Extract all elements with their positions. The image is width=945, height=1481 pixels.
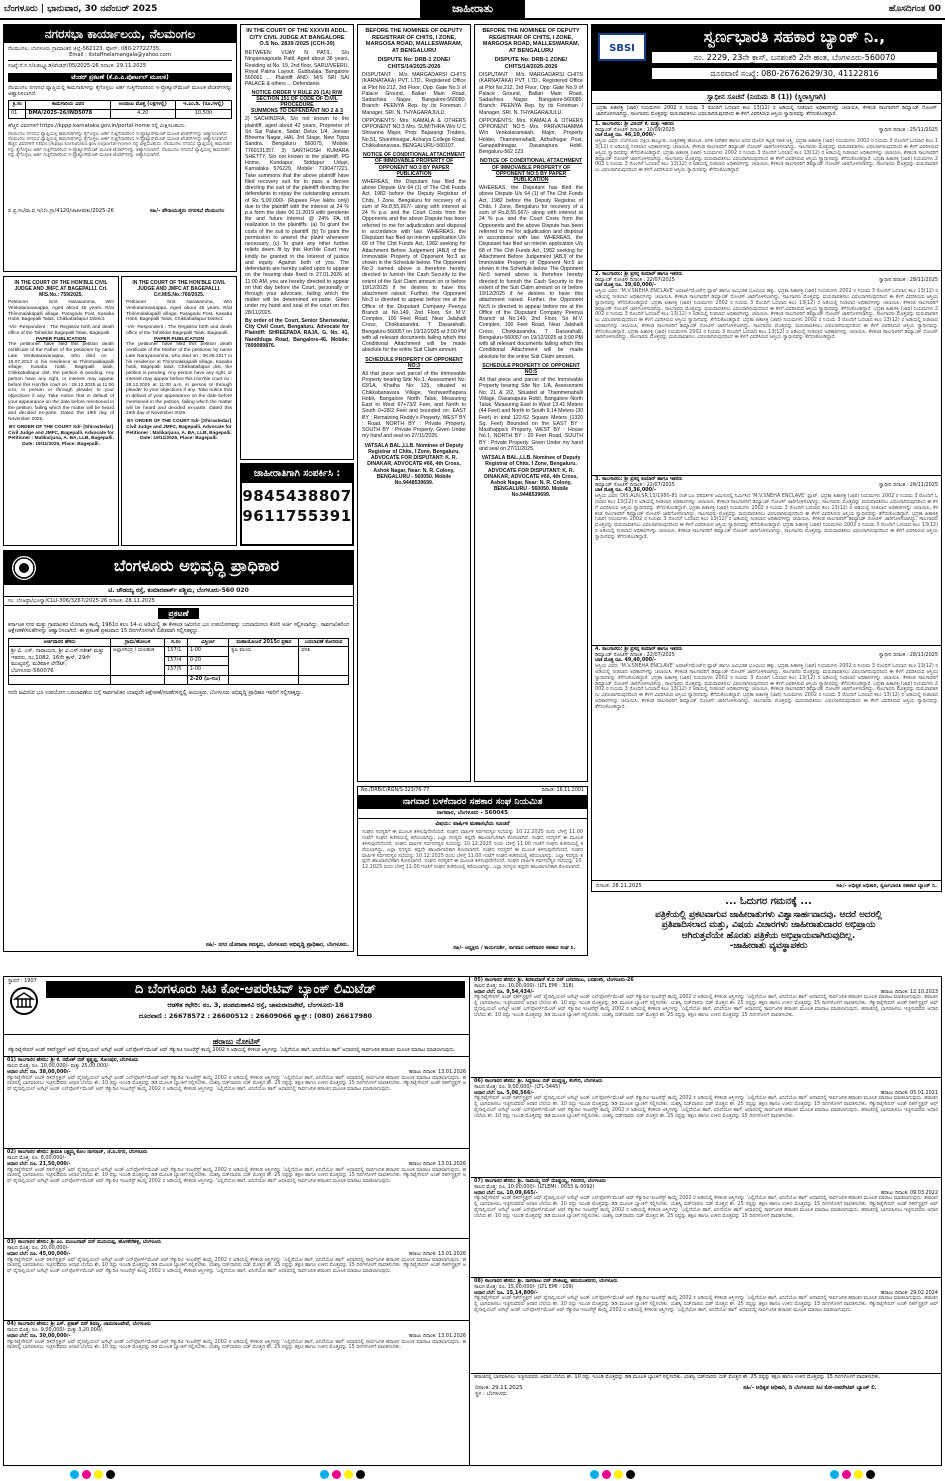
ad-phone-2: 9611755391: [242, 506, 352, 525]
citybank-loan: ಸಾಲದ ಮೊತ್ತ: ರೂ. 10,00,000/- ಮತ್ತು 25,00,000/-: [7, 1063, 110, 1069]
possession-date: ಸ್ವಾಧೀನ ದಿನಾಂಕ : 28/11/2025: [879, 481, 938, 488]
survey-number: 157/1: [165, 647, 188, 657]
dispute-notice-title: NOTICE OF CONDITIONAL ATTACHMENT OF IMMOVABLE PROPERTY OF OPPONENT NO:5 BY PAPER PUBLICATION: [479, 158, 583, 183]
nelamangala-ref: ಸಂಖ್ಯೆ:ನೆ.ನ.ಸ/ಪಿಡಬ್ಲ್ಯೂಡಿ/ಟೆಂಡರ್/05/2025-26 ದಿನಾಂಕ: 29.11.2025: [8, 63, 147, 70]
citybank-entry-head: 08) ಸಾಲಗಾರರ ಹೆಸರು: ಶ್ರೀ. ನಾಗರಾಜು ಬಿನ್ ವೆಂಕಟಪ್ಪ, ಹನುಮಂತನಗರ, ಬೆಂಗಳೂರು: [474, 1278, 618, 1284]
citybank-auction-date: ಹರಾಜು ದಿನಾಂಕ: 13.01.2026: [408, 1160, 466, 1167]
table-header: ಮಹಾಯೋಜನೆ 2015ರ ಪ್ರಕಾರ: [229, 638, 299, 647]
table-cell: 01: [9, 109, 26, 118]
citybank-loan: ಸಾಲದ ಮೊತ್ತ: ರೂ. 10,00,000/- (LTL EMI : 318): [474, 982, 574, 989]
swarna-entry-desc: ಆಸ್ತಿಯ ವಿವರ: ಬೆಂಗಳೂರು ದಕ್ಷಿಣ ತಾಲ್ಲೂಕು, ಉತ್ತರಹಳ್ಳಿ ಹೋಬಳಿ, ವಸತಿ ನಿವೇಶನ ಹಾಗೂ ಅದರ ಮೇಲಿನ ಕಟ್ಟಡ ಸಹಿತ ಆಸ್ತಿ. ಭದ್ರತಾ ಹಿತಾಸಕ್ತಿ (ಜಾರಿ) ನಿಯಮಗಳು 2002 ರ ನಿಯಮ 3 ರೊಂದಿಗೆ ಓದಲಾದ ಕಲಂ 13(12) ರ ಅಡಿಯಲ್ಲಿ ನೀಡಲಾದ ಅಧಿಕಾರಗಳನ್ನು ಚಲಾಯಿಸಿ, ಕೆಳಕಂಡ ಸಾಲಗಾರರಿಗೆ ಡಿಮ್ಯಾಂಡ್ ನೋಟಿಸ್ ಜಾರಿಗೊಳಿಸಲಾಗಿದ್ದು, ಸಾಲಗಾರರು ಮೊತ್ತವನ್ನು ಮರುಪಾವತಿಸಲು ವಿಫಲರಾಗಿರುವುದರಿಂದ ಈ ಕೆಳಗೆ ವಿವರಿಸಿರುವ ಆಸ್ತಿಯ ಸ್ವಾಧೀನವನ್ನು ತೆಗೆದುಕೊಂಡಿದ್ದಾರೆ. ಭದ್ರತಾ ಹಿತಾಸಕ್ತಿ (ಜಾರಿ) ನಿಯಮಗಳು 2002 ರ ನಿಯಮ 3 ರೊಂದಿಗೆ ಓದಲಾದ ಕಲಂ 13(12) ರ ಅಡಿಯಲ್ಲಿ ನೀಡಲಾದ ಅಧಿಕಾರಗಳನ್ನು ಚಲಾಯಿಸಿ, ಕೆಳಕಂಡ ಸಾಲಗಾರರಿಗೆ ಡಿಮ್ಯಾಂಡ್ ನೋಟಿಸ್ ಜಾರಿಗೊಳಿಸಲಾಗಿದ್ದು, ಸಾಲಗಾರರು ಮೊತ್ತವನ್ನು ಮರುಪಾವತಿಸಲು ವಿಫಲರಾಗಿರುವುದರಿಂದ ಈ ಕೆಳಗೆ ವಿವರಿಸಿರುವ ಆಸ್ತಿಯ ಸ್ವಾಧೀನವನ್ನು ತೆಗೆದುಕೊಂಡಿದ್ದಾರೆ. ಭದ್ರತಾ ಹಿತಾಸಕ್ತಿ (ಜಾರಿ) ನಿಯಮಗಳು 2002 ರ ನಿಯಮ 3 ರೊಂದಿಗೆ ಓದಲಾದ ಕಲಂ 13(12) ರ ಅಡಿಯಲ್ಲಿ ನೀಡಲಾದ ಅಧಿಕಾರಗಳನ್ನು ಚಲಾಯಿಸಿ, ಕೆಳಕಂಡ ಸಾಲಗಾರರಿಗೆ ಡಿಮ್ಯಾಂಡ್ ನೋಟಿಸ್ ಜಾರಿಗೊಳಿಸಲಾಗಿದ್ದು, ಸಾಲಗಾರರು ಮೊತ್ತವನ್ನು ಮರುಪಾವತಿಸಲು ವಿಫಲರಾಗಿರುವುದರಿಂದ ಈ ಕೆಳಗೆ ವಿವರಿಸಿರುವ ಆಸ್ತಿಯ ಸ್ವಾಧೀನವನ್ನು ತೆಗೆದುಕೊಂಡಿದ್ದಾರೆ.: [595, 138, 938, 174]
court-summons-to: SUMMONS TO DEFENDANT NO 2 & 3: [250, 108, 344, 115]
section-title: ಜಾಹೀರಾತು: [420, 0, 525, 18]
dispute-schedule-title: SCHEDULE PROPERTY OF OPPONENT NO:5: [482, 362, 580, 375]
dispute-sign: VATSALA BAL.,LLB. Nominee of Deputy Registrar of Chits, I Zone, Bengaluru. ADVOCATE FOR DISPUTANT: K. R. DINAKAR, ADVOCATE #66, 4th Cross, Ashok Nagar, Near: N. R. Colony, BENGALURU - 560050. Mobile No.9448539699.: [364, 442, 464, 486]
swarna-footer-date: ದಿನಾಂಕ: 28.11.2025: [596, 882, 642, 889]
outstanding-amount: ಬಾಕಿ ಮೊತ್ತ ರೂ. 39,60,000/-: [595, 282, 656, 289]
table-row: [9, 109, 232, 118]
registration-dot: [614, 1470, 623, 1479]
registration-dot: [106, 1470, 115, 1479]
bda-body: ಕರ್ನಾಟಕ ನಗರ ಮತ್ತು ಗ್ರಾಮಾಂತರ ಯೋಜನಾ ಕಾಯ್ದೆ 1961ರ ಕಲಂ 14-ಎ ಅಡಿಯಲ್ಲಿ ಈ ಕೆಳಕಂಡ ಜಮೀನಿನ ಭೂ ಉಪಯೋಗವನ್ನು ಬದಲಾಯಿಸಲು ಕೋರಿ ಅರ್ಜಿ ಸಲ್ಲಿಸಲಾಗಿದ್ದು, ಸಾರ್ವಜನಿಕರಿಂದ ಆಕ್ಷೇಪಣೆ/ಸಲಹೆಗಳನ್ನು ಆಹ್ವಾನಿಸಲಾಗಿದೆ. ಈ ಪ್ರಕಟಣೆ ಪ್ರಕಟವಾದ 15 ದಿನಗಳೊಳಗಾಗಿ ಲಿಖಿತವಾಗಿ ಸಲ್ಲಿಸತಕ್ಕದ್ದು.: [8, 622, 349, 635]
citybank-entry: [4, 1320, 469, 1400]
registration-dot: [854, 1470, 863, 1479]
registration-dot: [602, 1470, 611, 1479]
nelamangala-tender-ad: [3, 24, 237, 272]
court-parties: BETWEEN: VIJAY N PATIL, S/o Ningannagouda Patil, Aged about 36 years, Residing at No. 19, 2nd floor, SARU/VEERU, Royal Palms Layout, Gubbalala, Bangalore 560061 ... Plaintiff AND: M/S SRI SAI PALACE & others ... Defendants: [245, 50, 349, 88]
citybank-logo-icon: [10, 987, 38, 1015]
citybank-entry-desc: ಸೆಕ್ಯುರಿಟೈಸೇಷನ್ ಅಂಡ್ ರಿಕನ್‌ಸ್ಟ್ರಕ್ಷನ್ ಆಫ್ ಫೈನಾನ್ಷಿಯಲ್ ಅಸೆಟ್ಸ್ ಅಂಡ್ ಎನ್‌ಫೋರ್ಸ್‌ಮೆಂಟ್ ಆಫ್ ಸೆಕ್ಯುರಿಟಿ ಇಂಟರೆಸ್ಟ್ ಕಾಯ್ದೆ 2002 ರ ಅಡಿಯಲ್ಲಿ ಕೆಳಕಂಡ ಆಸ್ತಿಗಳನ್ನು 'ಎಲ್ಲಿದೆಯೋ ಹಾಗೆ, ಏನಿದೆಯೋ ಹಾಗೆ' ಆಧಾರದಲ್ಲಿ ಸಾರ್ವಜನಿಕ ಹರಾಜಿನ ಮೂಲಕ ಮಾರಾಟ ಮಾಡಲಾಗುವುದು. ಹರಾಜಿನಲ್ಲಿ ಭಾಗವಹಿಸಲು ಇಚ್ಛಿಸುವವರು ಆಧಾರ ಬೆಲೆಯ ಶೇ. 10 ರಷ್ಟು ಇಎಂಡಿ ಮೊತ್ತವನ್ನು ಡಿಡಿ ಮೂಲಕ ಬ್ಯಾಂಕಿಗೆ ಸಲ್ಲಿಸಬೇಕು. ಯಶಸ್ವಿ ಬಿಡ್‌ದಾರರು ಬಿಡ್ ಮೊತ್ತದ ಶೇ. 25 ರಷ್ಟನ್ನು ತಕ್ಷಣ ಹಾಗೂ ಉಳಿದ ಮೊತ್ತವನ್ನು 15 ದಿನಗಳೊಳಗೆ ಪಾವತಿಸಬೇಕು.: [7, 1338, 466, 1351]
citybank-loan: ಸಾಲದ ಮೊತ್ತ: ರೂ. 9,00,000/- (LTL-3445): [474, 1083, 561, 1090]
table-cell: 10,500: [175, 109, 231, 118]
court-petitioner: Petitioner : Smt. Narasamma, W/o Venkataravanappa, Aged about 45 years, R/at Thimmalakapalli village, Paragodu Post, Kasaba Hobli, Bagepalli Taluk, Chikkaballapur District.: [126, 300, 232, 323]
sbsi-logo: SBSI: [598, 33, 646, 61]
dispute-schedule-title: SCHEDULE PROPERTY OF OPPONENT NO:3: [365, 356, 463, 369]
nagavara-society-notice: [357, 786, 588, 956]
reader-note: [598, 896, 939, 968]
court-order: NOTICE ORDER V RULE 20 (1A) R/W SECTION 151 OF CODE OF CIVIL PROCEDURE: [251, 89, 343, 108]
swarna-footer-sign: ಸಹಿ/- ಅಧಿಕೃತ ಅಧಿಕಾರಿ, ಸ್ವರ್ಣಭಾರತಿ ಸಹಕಾರ ಬ್ಯಾಂಕ್ ನಿ.: [836, 882, 937, 889]
citybank-estd: ಸ್ಥಾಪನೆ : 1907: [8, 978, 37, 984]
court-sign: By order of the Court, Senior Sheristedar, City Civil Court, Bengaluru. Advocate for Plaintiff: SHREEPADA RAJA. G, No. 41, Nandiduga Road, Bangalore-46, Mobile: 7899089876.: [245, 317, 349, 349]
citybank-entry-head: 02) ಸಾಲಗಾರರ ಹೆಸರು: ಶ್ರೀಮತಿ ಲಕ್ಷ್ಮಮ್ಮ ಕೋಂ ನಾಗರಾಜ್, ಜೆ.ಪಿ.ನಗರ, ಬೆಂಗಳೂರು: [7, 1149, 148, 1156]
table-header: ಸ.ನಂ: [165, 638, 188, 647]
citybank-terms: ಹರಾಜಿನಲ್ಲಿ ಭಾಗವಹಿಸಲು ಇಚ್ಛಿಸುವವರು ಆಧಾರ ಬೆಲೆಯ ಶೇ. 10 ರಷ್ಟು ಇಎಂಡಿ ಮೊತ್ತವನ್ನು ಡಿಡಿ ಮೂಲಕ ಬ್ಯಾಂಕಿಗೆ ಸಲ್ಲಿಸಬೇಕು. ಯಶಸ್ವಿ ಬಿಡ್‌ದಾರರು ಬಿಡ್ ಮೊತ್ತದ ಶೇ. 25 ರಷ್ಟನ್ನು ತಕ್ಷಣ ಹಾಗೂ ಉಳಿದ ಮೊತ್ತವನ್ನು 15 ದಿನಗಳೊಳಗೆ ಪಾವತಿಸಬೇಕು.: [471, 1373, 941, 1383]
reader-note-title: ... ಓದುಗರ ಗಮನಕ್ಕೆ ...: [725, 896, 812, 907]
bagepalli-court-notice-759: [3, 276, 119, 546]
table-cell: 4.20: [110, 109, 175, 118]
citybank-reserve: ಆಧಾರ ಬೆಲೆ: ರೂ. 15,14,800/-: [474, 1289, 538, 1296]
outstanding-amount: ಬಾಕಿ ಮೊತ್ತ ರೂ. 46,10,000/-: [595, 132, 656, 139]
court-sub: PAPER PUBLICATION: [154, 336, 204, 342]
bda-village: ಅಲ್ಲಾಳಸಂದ್ರ / ಯಲಹಂಕ: [111, 647, 165, 676]
table-header: ಬದಲಾವಣೆ ಕೋರಿರುವ: [299, 638, 349, 647]
city-civil-court-notice: [240, 24, 354, 460]
registration-dots: [590, 1470, 638, 1481]
citybank-loan: ಸಾಲದ ಮೊತ್ತ: ರೂ. 8,00,000/-: [7, 1155, 66, 1161]
dispute-opponents: OPPONENTS: Mrs. KAMALA & OTHERS OPPONENT NO:5 Mrs. PARVATHAMMA W/o Venkataramaiah, Major, Property Holder, Thammenahalli, Adhuthugar Post, Ganapathinagar, Dasanapura Hobli, Bengaluru-562 123.: [479, 117, 583, 156]
nelamangala-address: ನೆಲಮಂಗಲ, ಬೆಂಗಳೂರು ಗ್ರಾಮಾಂತರ ಜಿಲ್ಲೆ-562123, ಫೋನ್: 080-27722735,: [8, 46, 161, 53]
dispute-disputant: DISPUTANT : M/s. MARGADARSI CHITS (KARNATAKA) PVT. LTD., Registered Office at Plot No.212, 3rd Floor, Opp: Gate No.9 of Palace Ground, Ballari Main Road, Sadashiva Nagar, Bangalore-560080. Branch: PEENYA Rep. by its Foreman / Manager, SRI. N. THYAGARAJULU.: [479, 72, 583, 116]
nagavara-address: ನಾಗವಾರ, ಬೆಂಗಳೂರು - 560045: [436, 810, 509, 817]
citybank-left-panel: [4, 977, 470, 1466]
table-header: ಇ.ಎಂ.ಡಿ. (ರೂ.ಗಳಲ್ಲಿ): [175, 100, 231, 109]
citybank-reserve: ಆಧಾರ ಬೆಲೆ: ರೂ. 21,50,000/-: [7, 1160, 71, 1167]
ad-contact-title: ಜಾಹೀರಾತಿಗಾಗಿ ಸಂಪರ್ಕಿಸಿ :: [242, 465, 352, 483]
citybank-entry: [471, 1177, 941, 1277]
survey-total: 2-20 (ಎ-ಗುಂ): [187, 675, 229, 684]
court-heading: IN THE COURT OF THE HON'BLE CIVIL JUDGE AND JMFC AT BAGEPALLI. Crl.MIS.No.:760/2025.: [132, 280, 226, 298]
citybank-entry-head: 05) ಸಾಲಗಾರರ ಹೆಸರು: ಶ್ರೀ. ಶಿವಕುಮಾರ್ ಕೆ.ಬಿ ಬಿನ್ ಬಸವರಾಜು, ಬನಶಂಕರಿ, ಬೆಂಗಳೂರು-26: [474, 977, 634, 983]
citybank-loan: ಸಾಲದ ಮೊತ್ತ: ರೂ. 9,00,000/- ಮತ್ತು 3,20,000/-: [7, 1327, 104, 1333]
court-sign: BY ORDER OF THE COURT Sd/- [Shirastedar] Civil Judge and JMFC, Bagepalli. Advocate for Petitioner : Malikarjuna, A. BA, LLB, Bagepalli. Date: 19/11/2025, Place: Bagepalli.: [126, 419, 232, 442]
court-body: The petitioner have filed this petition death certificate of the Mother of the petitioner by name Late Narayanamma, who died on : 06.08.2017 in his residence at Thimmalakapalli village, Kasaba hobli, Bagepalli taluk, Chikkaballapur dist, the petition is pending. Any person have any right, or interest may appear before this Hon'ble court on : 28.12.2025 at 11:00 a.m, in person or through pleader to your objections if any. Take notice that in default of your appearance on the date before mentioned in the petition, failing which the matter will be heard and decided ex-parte. Dated this 19th day of November 2025.: [126, 342, 232, 417]
swarnabharathi-bank-possession-notice: [591, 24, 942, 892]
court-respondent: -VS- Respondent : The Registrar birth and death office of the Tahsildar Bagepalli Taluk, Bagepalli.: [8, 325, 114, 336]
registration-dots: [830, 1470, 878, 1481]
nagavara-ref: No./DRB/C/RGN/S-323/76-77: [361, 788, 430, 793]
citybank-footer: [471, 1383, 941, 1400]
nagavara-subject: ವಿಷಯ: ವಾರ್ಷಿಕ ಮಹಾಸಭೆಯ ಸೂಚನೆ: [358, 818, 587, 830]
nelamangala-portal: ಹೆಚ್ಚಿನ ವಿವರಗಳಿಗೆ https://kppp.karnataka.gov.in/portal-home ನಲ್ಲಿ ವೀಕ್ಷಿಸಬಹುದು.: [8, 122, 187, 129]
registration-dot: [94, 1470, 103, 1479]
nelamangala-email: Email : itstaffnelamangala@yahoo.com: [69, 52, 171, 59]
table-header: ಕಾಮಗಾರಿಯ ವಿವರ: [26, 100, 110, 109]
demand-date: ಡಿಮ್ಯಾಂಡ್ ನೋಟಿಸ್ ದಿನಾಂಕ : 22/07/2025: [595, 276, 675, 283]
bda-table: [8, 638, 349, 685]
citybank-entry: [471, 977, 941, 1077]
court-body: The petitioner have filed this petition death certificate of the Father of the petitioner by name Late Venkataravanappa, who died on : 15.07.2013 in his residence at Thimmalakapalli village, Kasaba hobli, Bagepalli taluk, Chikkaballapur dist, the petition is pending. Any person have any right, or interest may appear before this Hon'ble court on : 28.12.2025 at 11:00 a.m, in person or through pleader to your objections if any. Take notice that in default of your appearance on the date before mentioned in the petition, failing which the matter will be heard and decided ex-parte. Dated this 19th day of November 2025.: [8, 342, 114, 422]
court-sign: BY ORDER OF THE COURT Sd/- [Shirastedar] Civil Judge and JMFC, Bagepalli. Advocate for Petitioner : Malikarjuna, A. BA, LLB, Bagepalli. Date: 19/11/2025, Place: Bagepalli.: [8, 424, 114, 447]
zone-from: ಕೃಷಿ ವಲಯ: [229, 647, 299, 676]
swarna-entry-head: 2. ಸಾಲಗಾರರು: ಶ್ರೀ ಪ್ರಸನ್ನ ಕುಮಾರ್ ಹಾಗೂ ಇತರರು: [595, 270, 683, 277]
nelamangala-sign-left: ಪ.ಪ್ರ.ಸಂ/ವಾ.ವ.ಇ/ಬೆಂ.ಗ್ರಾ/4120/ಜಾಹೀರಾತು/2025-26: [8, 207, 114, 214]
outstanding-amount: ಬಾಕಿ ಮೊತ್ತ ರೂ. 43,36,000/-: [595, 487, 656, 494]
citybank-entry-desc: ಸೆಕ್ಯುರಿಟೈಸೇಷನ್ ಅಂಡ್ ರಿಕನ್‌ಸ್ಟ್ರಕ್ಷನ್ ಆಫ್ ಫೈನಾನ್ಷಿಯಲ್ ಅಸೆಟ್ಸ್ ಅಂಡ್ ಎನ್‌ಫೋರ್ಸ್‌ಮೆಂಟ್ ಆಫ್ ಸೆಕ್ಯುರಿಟಿ ಇಂಟರೆಸ್ಟ್ ಕಾಯ್ದೆ 2002 ರ ಅಡಿಯಲ್ಲಿ ಕೆಳಕಂಡ ಆಸ್ತಿಗಳನ್ನು 'ಎಲ್ಲಿದೆಯೋ ಹಾಗೆ, ಏನಿದೆಯೋ ಹಾಗೆ' ಆಧಾರದಲ್ಲಿ ಸಾರ್ವಜನಿಕ ಹರಾಜಿನ ಮೂಲಕ ಮಾರಾಟ ಮಾಡಲಾಗುವುದು. ಹರಾಜಿನಲ್ಲಿ ಭಾಗವಹಿಸಲು ಇಚ್ಛಿಸುವವರು ಆಧಾರ ಬೆಲೆಯ ಶೇ. 10 ರಷ್ಟು ಇಎಂಡಿ ಮೊತ್ತವನ್ನು ಡಿಡಿ ಮೂಲಕ ಬ್ಯಾಂಕಿಗೆ ಸಲ್ಲಿಸಬೇಕು. ಯಶಸ್ವಿ ಬಿಡ್‌ದಾರರು ಬಿಡ್ ಮೊತ್ತದ ಶೇ. 25 ರಷ್ಟನ್ನು ತಕ್ಷಣ ಹಾಗೂ ಉಳಿದ ಮೊತ್ತವನ್ನು 15 ದಿನಗಳೊಳಗೆ ಪಾವತಿಸಬೇಕು. ಸೆಕ್ಯುರಿಟೈಸೇಷನ್ ಅಂಡ್ ರಿಕನ್‌ಸ್ಟ್ರಕ್ಷನ್ ಆಫ್ ಫೈನಾನ್ಷಿಯಲ್ ಅಸೆಟ್ಸ್ ಅಂಡ್ ಎನ್‌ಫೋರ್ಸ್‌ಮೆಂಟ್ ಆಫ್ ಸೆಕ್ಯುರಿಟಿ ಇಂಟರೆಸ್ಟ್ ಕಾಯ್ದೆ 2002 ರ ಅಡಿಯಲ್ಲಿ ಕೆಳಕಂಡ ಆಸ್ತಿಗಳನ್ನು 'ಎಲ್ಲಿದೆಯೋ ಹಾಗೆ, ಏನಿದೆಯೋ ಹಾಗೆ' ಆಧಾರದಲ್ಲಿ ಸಾರ್ವಜನಿಕ ಹರಾಜಿನ ಮೂಲಕ ಮಾರಾಟ ಮಾಡಲಾಗುವುದು.: [7, 1166, 466, 1185]
survey-number: 157/5: [165, 666, 188, 676]
reader-note-line: ಪತ್ರಿಕೆಯಲ್ಲಿ ಪ್ರಕಟವಾಗುವ ಜಾಹೀರಾತುಗಳು ವಿಶ್ವಾಸಾರ್ಹವಾದವು. ಆದರೆ ಅದರಲ್ಲಿ: [655, 909, 882, 920]
demand-date: ಡಿಮ್ಯಾಂಡ್ ನೋಟಿಸ್ ದಿನಾಂಕ : 22/07/2025: [595, 481, 675, 488]
registration-dot: [590, 1470, 599, 1479]
citybank-auction-date: ಹರಾಜು ದಿನಾಂಕ: 13.01.2026: [408, 1068, 466, 1075]
citybank-auction-date: ಹರಾಜು ದಿನಾಂಕ: 13.01.2026: [408, 1250, 466, 1257]
citybank-address: ಆಡಳಿತ ಕಛೇರಿ: ನಂ. 3, ಪಂಪಮಹಾಕವಿ ರಸ್ತೆ, ಚಾಮರಾಜಪೇಟೆ, ಬೆಂಗಳೂರು-18: [167, 1001, 344, 1009]
citybank-entry-desc: ಸೆಕ್ಯುರಿಟೈಸೇಷನ್ ಅಂಡ್ ರಿಕನ್‌ಸ್ಟ್ರಕ್ಷನ್ ಆಫ್ ಫೈನಾನ್ಷಿಯಲ್ ಅಸೆಟ್ಸ್ ಅಂಡ್ ಎನ್‌ಫೋರ್ಸ್‌ಮೆಂಟ್ ಆಫ್ ಸೆಕ್ಯುರಿಟಿ ಇಂಟರೆಸ್ಟ್ ಕಾಯ್ದೆ 2002 ರ ಅಡಿಯಲ್ಲಿ ಕೆಳಕಂಡ ಆಸ್ತಿಗಳನ್ನು 'ಎಲ್ಲಿದೆಯೋ ಹಾಗೆ, ಏನಿದೆಯೋ ಹಾಗೆ' ಆಧಾರದಲ್ಲಿ ಸಾರ್ವಜನಿಕ ಹರಾಜಿನ ಮೂಲಕ ಮಾರಾಟ ಮಾಡಲಾಗುವುದು. ಹರಾಜಿನಲ್ಲಿ ಭಾಗವಹಿಸಲು ಇಚ್ಛಿಸುವವರು ಆಧಾರ ಬೆಲೆಯ ಶೇ. 10 ರಷ್ಟು ಇಎಂಡಿ ಮೊತ್ತವನ್ನು ಡಿಡಿ ಮೂಲಕ ಬ್ಯಾಂಕಿಗೆ ಸಲ್ಲಿಸಬೇಕು. ಯಶಸ್ವಿ ಬಿಡ್‌ದಾರರು ಬಿಡ್ ಮೊತ್ತದ ಶೇ. 25 ರಷ್ಟನ್ನು ತಕ್ಷಣ ಹಾಗೂ ಉಳಿದ ಮೊತ್ತವನ್ನು 15 ದಿನಗಳೊಳಗೆ ಪಾವತಿಸಬೇಕು. ಸೆಕ್ಯುರಿಟೈಸೇಷನ್ ಅಂಡ್ ರಿಕನ್‌ಸ್ಟ್ರಕ್ಷನ್ ಆಫ್ ಫೈನಾನ್ಷಿಯಲ್ ಅಸೆಟ್ಸ್ ಅಂಡ್ ಎನ್‌ಫೋರ್ಸ್‌ಮೆಂಟ್ ಆಫ್ ಸೆಕ್ಯುರಿಟಿ ಇಂಟರೆಸ್ಟ್ ಕಾಯ್ದೆ 2002 ರ ಅಡಿಯಲ್ಲಿ ಕೆಳಕಂಡ ಆಸ್ತಿಗಳನ್ನು 'ಎಲ್ಲಿದೆಯೋ ಹಾಗೆ, ಏನಿದೆಯೋ ಹಾಗೆ' ಆಧಾರದಲ್ಲಿ ಸಾರ್ವಜನಿಕ ಹರಾಜಿನ ಮೂಲಕ ಮಾರಾಟ ಮಾಡಲಾಗುವುದು.: [7, 1074, 466, 1093]
citybank-intro: ಸೆಕ್ಯುರಿಟೈಸೇಷನ್ ಅಂಡ್ ರಿಕನ್‌ಸ್ಟ್ರಕ್ಷನ್ ಆಫ್ ಫೈನಾನ್ಷಿಯಲ್ ಅಸೆಟ್ಸ್ ಅಂಡ್ ಎನ್‌ಫೋರ್ಸ್‌ಮೆಂಟ್ ಆಫ್ ಸೆಕ್ಯುರಿಟಿ ಇಂಟರೆಸ್ಟ್ ಕಾಯ್ದೆ 2002 ರ ಅಡಿಯಲ್ಲಿ ಕೆಳಕಂಡ ಆಸ್ತಿಗಳನ್ನು 'ಎಲ್ಲಿದೆಯೋ ಹಾಗೆ, ಏನಿದೆಯೋ ಹಾಗೆ' ಆಧಾರದಲ್ಲಿ ಸಾರ್ವಜನಿಕ ಹರಾಜಿನ ಮೂಲಕ ಮಾರಾಟ ಮಾಡಲಾಗುವುದು.: [8, 1047, 456, 1054]
citybank-entry: [4, 1056, 469, 1148]
citybank-entry: [4, 1148, 469, 1238]
demand-date: ಡಿಮ್ಯಾಂಡ್ ನೋಟಿಸ್ ದಿನಾಂಕ : 22/07/2025: [595, 651, 675, 658]
survey-area: 1-00: [187, 666, 229, 676]
citybank-date: ದಿನಾಂಕ: 29.11.2025: [475, 1384, 523, 1391]
citybank-auction-date: ಹರಾಜು ದಿನಾಂಕ: 05.01.2021: [880, 1089, 938, 1096]
survey-number: 157/4: [165, 656, 188, 666]
citybank-auction-date: ಹರಾಜು ದಿನಾಂಕ: 12.10.2023: [880, 988, 938, 995]
dispute-schedule: All that piece and parcel of the Immovable Property bearing Site No.1, Assessment No: 63/1A, Khatha No: 125, situated at Chikkabanavara Village, Yeshwanthapura Hobli, Bangalore North Taluk, Measuring East to West 67+73/2 Feet, and North to South 0+28/2 Feet and bounded on: EAST BY : Remaining Reddy's Property, WEST BY : Road, NORTH BY : Private Property, SOUTH BY : Private Property. Given Under my hand and seal on 27/11/2025.: [362, 371, 466, 440]
dispute-body: WHEREAS, the Disputant has filed the above Dispute U/s 64 (1) of The Chit Funds Act, 1982 before the Deputy Registrar of Chits, I Zone, Bengaluru for recovery of a sum of Rs.8,55,667/- along with interest at 24 % p.a. and the Court Costs from the Opponents and the above Dispute has been referred to me for adjudication and disposal in accordance with law. WHEREAS, the Disputant has filed an interim application U/s 68 of The Chit Funds Act, 1982 seeking for Attachment Before Judgement (ABJ) of the Immovable Property of Opponent No:5 as shown in the Schedule below. The Opponent No:5 named above is therefore hereby directed to furnish the Cash Security to the extent of the Suit Claim amount on or before 19/12/2025 if he desires to have this attachment raised. Further, the Opponent No:5 is directed to appear before me at the Office of the Disputant Company Peenya Branch at No.149, 2nd Floor, Sri M.V. Complex, 100 Feet Road, Near Jalahalli Cross, Chokkasandra, T Dasarahalli, Bengaluru-560057 on 19/12/2025 at 3:00 PM with all relevant documents failing which this Conditional Attachment will be made absolute for the entire Suit Claim amount.: [479, 185, 583, 360]
swarna-entry: [592, 120, 941, 270]
citybank-right-panel: [471, 977, 941, 1466]
swarna-header: [592, 25, 941, 91]
table-row: [9, 647, 349, 657]
registration-dot: [82, 1470, 91, 1479]
table-cell: DMA/2025-26/IND5078: [26, 109, 110, 118]
registration-dots: [320, 1470, 368, 1481]
swarna-notice-title: ಸ್ವಾಧೀನ ಸೂಚನೆ (ನಿಯಮ 8 (1)) (ಸ್ಥಿರಾಸ್ತಿಗಾಗಿ): [592, 91, 941, 104]
swarna-entry-desc: ಆಸ್ತಿಯ ವಿವರ: DIS.ALN.SR.13/1980-81 ರಂತೆ ಭೂ ಪರಿವರ್ತಿತ ಜಮೀನಿನಲ್ಲಿ ನಿರ್ಮಿಸಿದ 'M.V.SNEHA ENCLAVE' ಫ್ಲಾಟ್. ಭದ್ರತಾ ಹಿತಾಸಕ್ತಿ (ಜಾರಿ) ನಿಯಮಗಳು 2002 ರ ನಿಯಮ 3 ರೊಂದಿಗೆ ಓದಲಾದ ಕಲಂ 13(12) ರ ಅಡಿಯಲ್ಲಿ ನೀಡಲಾದ ಅಧಿಕಾರಗಳನ್ನು ಚಲಾಯಿಸಿ, ಕೆಳಕಂಡ ಸಾಲಗಾರರಿಗೆ ಡಿಮ್ಯಾಂಡ್ ನೋಟಿಸ್ ಜಾರಿಗೊಳಿಸಲಾಗಿದ್ದು, ಸಾಲಗಾರರು ಮೊತ್ತವನ್ನು ಮರುಪಾವತಿಸಲು ವಿಫಲರಾಗಿರುವುದರಿಂದ ಈ ಕೆಳಗೆ ವಿವರಿಸಿರುವ ಆಸ್ತಿಯ ಸ್ವಾಧೀನವನ್ನು ತೆಗೆದುಕೊಂಡಿದ್ದಾರೆ. ಭದ್ರತಾ ಹಿತಾಸಕ್ತಿ (ಜಾರಿ) ನಿಯಮಗಳು 2002 ರ ನಿಯಮ 3 ರೊಂದಿಗೆ ಓದಲಾದ ಕಲಂ 13(12) ರ ಅಡಿಯಲ್ಲಿ ನೀಡಲಾದ ಅಧಿಕಾರಗಳನ್ನು ಚಲಾಯಿಸಿ, ಕೆಳಕಂಡ ಸಾಲಗಾರರಿಗೆ ಡಿಮ್ಯಾಂಡ್ ನೋಟಿಸ್ ಜಾರಿಗೊಳಿಸಲಾಗಿದ್ದು, ಸಾಲಗಾರರು ಮೊತ್ತವನ್ನು ಮರುಪಾವತಿಸಲು ವಿಫಲರಾಗಿರುವುದರಿಂದ ಈ ಕೆಳಗೆ ವಿವರಿಸಿರುವ ಆಸ್ತಿಯ ಸ್ವಾಧೀನವನ್ನು ತೆಗೆದುಕೊಂಡಿದ್ದಾರೆ. ಭದ್ರತಾ ಹಿತಾಸಕ್ತಿ (ಜಾರಿ) ನಿಯಮಗಳು 2002 ರ ನಿಯಮ 3 ರೊಂದಿಗೆ ಓದಲಾದ ಕಲಂ 13(12) ರ ಅಡಿಯಲ್ಲಿ ನೀಡಲಾದ ಅಧಿಕಾರಗಳನ್ನು ಚಲಾಯಿಸಿ, ಕೆಳಕಂಡ ಸಾಲಗಾರರಿಗೆ ಡಿಮ್ಯಾಂಡ್ ನೋಟಿಸ್ ಜಾರಿಗೊಳಿಸಲಾಗಿದ್ದು, ಸಾಲಗಾರರು ಮೊತ್ತವನ್ನು ಮರುಪಾವತಿಸಲು ವಿಫಲರಾಗಿರುವುದರಿಂದ ಈ ಕೆಳಗೆ ವಿವರಿಸಿರುವ ಆಸ್ತಿಯ ಸ್ವಾಧೀನವನ್ನು ತೆಗೆದುಕೊಂಡಿದ್ದಾರೆ. ಭದ್ರತಾ ಹಿತಾಸಕ್ತಿ (ಜಾರಿ) ನಿಯಮಗಳು 2002 ರ ನಿಯಮ 3 ರೊಂದಿಗೆ ಓದಲಾದ ಕಲಂ 13(12) ರ ಅಡಿಯಲ್ಲಿ ನೀಡಲಾದ ಅಧಿಕಾರಗಳನ್ನು ಚಲಾಯಿಸಿ, ಕೆಳಕಂಡ ಸಾಲಗಾರರಿಗೆ ಡಿಮ್ಯಾಂಡ್ ನೋಟಿಸ್ ಜಾರಿಗೊಳಿಸಲಾಗಿದ್ದು, ಸಾಲಗಾರರು ಮೊತ್ತವನ್ನು ಮರುಪಾವತಿಸಲು ವಿಫಲರಾಗಿರುವುದರಿಂದ ಈ ಕೆಳಗೆ ವಿವರಿಸಿರುವ ಆಸ್ತಿಯ ಸ್ವಾಧೀನವನ್ನು ತೆಗೆದುಕೊಂಡಿದ್ದಾರೆ.: [595, 493, 939, 540]
swarna-entry-head: 1. ಸಾಲಗಾರರು: ಶ್ರೀ ವಿನಯ್ ಕೆ. ಮತ್ತು ಇತರರು: [595, 120, 674, 127]
dispute-disputant: DISPUTANT : M/s. MARGADARSI CHITS (KARNATAKA) PVT. LTD., Registered Office at Plot No.212, 3rd Floor, Opp: Gate No.9 of Palace Ground, Ballari Main Road, Sadashiva Nagar, Bangalore-560080. Branch: PEENYA Rep. by its Foreman / Manager, SRI. N. THYAGARAJULU.: [362, 72, 466, 116]
nelamangala-notice-title: ಟೆಂಡರ್ ಪ್ರಕಟಣೆ (ಕೆ.ಪಿ.ಪಿ.ಪೋರ್ಟಲ್ ಮೂಲಕ): [8, 73, 232, 82]
possession-date: ಸ್ವಾಧೀನ ದಿನಾಂಕ : 28/11/2025: [879, 276, 938, 283]
reader-note-line: ಆಗಿರುತ್ತವೆಯೇ ಹೊರತು ಪತ್ರಿಕೆಯ ಅಭಿಪ್ರಾಯವಾಗಿರುವುದಿಲ್ಲ.: [681, 930, 856, 941]
dispute-heading: BEFORE THE NOMINEE OF DEPUTY REGISTRAR OF CHITS, I ZONE, MARGOSA ROAD, MALLESWARAM, AT BENGALURU: [365, 28, 463, 55]
table-header: ಅಂದಾಜು ಮೊತ್ತ (ಲಕ್ಷಗಳಲ್ಲಿ): [110, 100, 175, 109]
citybank-entry-head: 07) ಸಾಲಗಾರರ ಹೆಸರು: ಶ್ರೀ. ರಾಮಯ್ಯ ಬಿನ್ ದೊಡ್ಡಯ್ಯ, ಗಿರಿನಗರ, ಬೆಂಗಳೂರು: [474, 1178, 606, 1184]
court-body: 2) SACHINDRA, S/o not known to the plaintiff, aged about 42 years, Proprietor of Sri Sai Palace, Sadar Delux 1/4, Jeevan Bheema Nagar, HAL 3rd Stage, New Tippa Sandra, Bengaluru 560075, Mobile: 7760131357. 3) SANTHOSH KUMARA SHETTY, S/o not known to the plaintiff, PG Home, Kundapur, Siddapur Udupi, Karnataka 576229, Mobile: 7190477221. Take summons that the above plaintiff have filed recovery suit for to pass a decree directing the suit of the plaintiff directing the defendants to repay the outstanding amount of Rs 5,00,000/- (Rupees Five lakhs only) due to the plaintiff with the interest at 24 % p.a form the date 06.11.2019 with pendente lite and future interest @ 24% PA till realization to the plaintiffs. (a) To grant the costs of the suit to plaintiff. (b) To grant the permission to amend the plaint whenever necessary. (c) To grant any other further reliefs deem fit by this Hon'ble Court may kindly be granted in the interest of justice and equity. Against both of you. The defendants are hereby called upon to appear on the hearing date fixed in 27.01.2026 at 11:00 AM, you are hereby directed to appear on that day before the Court, personally or through your advocate, failing which the matter will be determined ex-parte. Given under my hand and seal of the court on this 28/11/2025.: [245, 116, 349, 316]
registration-dot: [320, 1470, 329, 1479]
citybank-header: [4, 977, 469, 1035]
reader-note-signoff: -ಜಾಹೀರಾತು ವ್ಯವಸ್ಥಾಪಕರು: [729, 940, 808, 951]
citybank-entry: [471, 1077, 941, 1177]
print-registration-strip: [0, 1469, 945, 1481]
ad-phone-1: 9845438807: [242, 486, 352, 505]
bda-clu-notice: [3, 550, 354, 952]
dispute-body: WHEREAS, the Disputant has filed the above Dispute U/s 64 (1) of The Chit Funds Act, 1982 before the Deputy Registrar of Chits, I Zone, Bengaluru for recovery of a sum of Rs.8,55,667/- along with interest at 24 % p.a. and the Court Costs from the Opponents and the above Dispute has been referred to me for adjudication and disposal in accordance with law. WHEREAS, the Disputant has filed an interim application U/s 68 of The Chit Funds Act, 1982 seeking for Attachment Before Judgement (ABJ) of the Immovable Property of Opponent No:3 as shown in the Schedule below. The Opponent No:3 named above is therefore hereby directed to furnish the Cash Security to the extent of the Suit Claim amount on or before 19/12/2025 if he desires to have this attachment raised. Further, the Opponent No:3 is directed to appear before me at the Office of the Disputant Company Peenya Branch at No.149, 2nd Floor, Sri M.V. Complex, 100 Feet Road, Near Jalahalli Cross, Chokkasandra, T Dasarahalli, Bengaluru-560057 on 19/12/2025 at 3:00 PM with all relevant documents failing which this Conditional Attachment will be made absolute for the entire Suit Claim amount.: [362, 178, 466, 354]
citybank-entry-head: 06) ಸಾಲಗಾರರ ಹೆಸರು: ಶ್ರೀ. ಸಿದ್ದರಾಜು ಬಿನ್ ಮುದ್ದಣ್ಣ, ಕೆಂಗೇರಿ, ಬೆಂಗಳೂರು: [474, 1078, 603, 1084]
citybank-entry-desc: ಸೆಕ್ಯುರಿಟೈಸೇಷನ್ ಅಂಡ್ ರಿಕನ್‌ಸ್ಟ್ರಕ್ಷನ್ ಆಫ್ ಫೈನಾನ್ಷಿಯಲ್ ಅಸೆಟ್ಸ್ ಅಂಡ್ ಎನ್‌ಫೋರ್ಸ್‌ಮೆಂಟ್ ಆಫ್ ಸೆಕ್ಯುರಿಟಿ ಇಂಟರೆಸ್ಟ್ ಕಾಯ್ದೆ 2002 ರ ಅಡಿಯಲ್ಲಿ ಕೆಳಕಂಡ ಆಸ್ತಿಗಳನ್ನು 'ಎಲ್ಲಿದೆಯೋ ಹಾಗೆ, ಏನಿದೆಯೋ ಹಾಗೆ' ಆಧಾರದಲ್ಲಿ ಸಾರ್ವಜನಿಕ ಹರಾಜಿನ ಮೂಲಕ ಮಾರಾಟ ಮಾಡಲಾಗುವುದು. ಹರಾಜಿನಲ್ಲಿ ಭಾಗವಹಿಸಲು ಇಚ್ಛಿಸುವವರು ಆಧಾರ ಬೆಲೆಯ ಶೇ. 10 ರಷ್ಟು ಇಎಂಡಿ ಮೊತ್ತವನ್ನು ಡಿಡಿ ಮೂಲಕ ಬ್ಯಾಂಕಿಗೆ ಸಲ್ಲಿಸಬೇಕು. ಯಶಸ್ವಿ ಬಿಡ್‌ದಾರರು ಬಿಡ್ ಮೊತ್ತದ ಶೇ. 25 ರಷ್ಟನ್ನು ತಕ್ಷಣ ಹಾಗೂ ಉಳಿದ ಮೊತ್ತವನ್ನು 15 ದಿನಗಳೊಳಗೆ ಪಾವತಿಸಬೇಕು. ಸೆಕ್ಯುರಿಟೈಸೇಷನ್ ಅಂಡ್ ರಿಕನ್‌ಸ್ಟ್ರಕ್ಷನ್ ಆಫ್ ಫೈನಾನ್ಷಿಯಲ್ ಅಸೆಟ್ಸ್ ಅಂಡ್ ಎನ್‌ಫೋರ್ಸ್‌ಮೆಂಟ್ ಆಫ್ ಸೆಕ್ಯುರಿಟಿ ಇಂಟರೆಸ್ಟ್ ಕಾಯ್ದೆ 2002 ರ ಅಡಿಯಲ್ಲಿ ಕೆಳಕಂಡ ಆಸ್ತಿಗಳನ್ನು 'ಎಲ್ಲಿದೆಯೋ ಹಾಗೆ, ಏನಿದೆಯೋ ಹಾಗೆ' ಆಧಾರದಲ್ಲಿ ಸಾರ್ವಜನಿಕ ಹರಾಜಿನ ಮೂಲಕ ಮಾರಾಟ ಮಾಡಲಾಗುವುದು. ಹರಾಜಿನಲ್ಲಿ ಭಾಗವಹಿಸಲು ಇಚ್ಛಿಸುವವರು ಆಧಾರ ಬೆಲೆಯ ಶೇ. 10 ರಷ್ಟು ಇಎಂಡಿ ಮೊತ್ತವನ್ನು ಡಿಡಿ ಮೂಲಕ ಬ್ಯಾಂಕಿಗೆ ಸಲ್ಲಿಸಬೇಕು. ಯಶಸ್ವಿ ಬಿಡ್‌ದಾರರು ಬಿಡ್ ಮೊತ್ತದ ಶೇ. 25 ರಷ್ಟನ್ನು ತಕ್ಷಣ ಹಾಗೂ ಉಳಿದ ಮೊತ್ತವನ್ನು 15 ದಿನಗಳೊಳಗೆ ಪಾವತಿಸಬೇಕು.: [474, 994, 939, 1018]
registration-dot: [70, 1470, 79, 1479]
citybank-reserve: ಆಧಾರ ಬೆಲೆ: ರೂ. 5,06,566/-: [474, 1089, 535, 1096]
swarna-entry-head: 4. ಸಾಲಗಾರರು: ಶ್ರೀ ಪ್ರಸನ್ನ ಕುಮಾರ್ ಹಾಗೂ ಇತರರು: [595, 645, 683, 652]
citybank-reserve: ಆಧಾರ ಬೆಲೆ: ರೂ. 38,00,000/-: [7, 1068, 71, 1075]
citybank-auction-date: ಹರಾಜು ದಿನಾಂಕ: 29.02.2024: [880, 1289, 938, 1296]
citybank-entry-head: 01) ಸಾಲಗಾರರ ಹೆಸರು: ಶ್ರೀ ಕೆ. ರಮೇಶ್ ಬಿನ್ ಕೃಷ್ಣಪ್ಪ, ಸೋಂಪುರ, ಬೆಂಗಳೂರು: [7, 1057, 139, 1064]
nelamangala-fine-print: ನೆಲಮಂಗಲ ನಗರಸಭೆ ವ್ಯಾಪ್ತಿಯಲ್ಲಿ ಕಾಮಗಾರಿಗಳನ್ನು ಕೈಗೊಳ್ಳಲು ಅರ್ಹ ಗುತ್ತಿಗೆದಾರರಿಂದ ಇ-ಪ್ರೊಕ್ಯೂರ್‌ಮೆಂಟ್ ಮೂಲಕ ಟೆಂಡರ್‌ಗಳನ್ನು ಆಹ್ವಾನಿಸಲಾಗಿದೆ. ನೆಲಮಂಗಲ ನಗರಸಭೆ ವ್ಯಾಪ್ತಿಯಲ್ಲಿ ಕಾಮಗಾರಿಗಳನ್ನು ಕೈಗೊಳ್ಳಲು ಅರ್ಹ ಗುತ್ತಿಗೆದಾರರಿಂದ ಇ-ಪ್ರೊಕ್ಯೂರ್‌ಮೆಂಟ್ ಮೂಲಕ ಟೆಂಡರ್‌ಗಳನ್ನು ಆಹ್ವಾನಿಸಲಾಗಿದೆ. ಹೆಚ್ಚಿನ ವಿವರಗಳಿಗೆ https://kppp.karnataka.gov.in/portal-home ನಲ್ಲಿ ವೀಕ್ಷಿಸಬಹುದು. ನೆಲಮಂಗಲ ನಗರಸಭೆ ವ್ಯಾಪ್ತಿಯಲ್ಲಿ ಕಾಮಗಾರಿಗಳನ್ನು ಕೈಗೊಳ್ಳಲು ಅರ್ಹ ಗುತ್ತಿಗೆದಾರರಿಂದ ಇ-ಪ್ರೊಕ್ಯೂರ್‌ಮೆಂಟ್ ಮೂಲಕ ಟೆಂಡರ್‌ಗಳನ್ನು ಆಹ್ವಾನಿಸಲಾಗಿದೆ. ನೆಲಮಂಗಲ ನಗರಸಭೆ ವ್ಯಾಪ್ತಿಯಲ್ಲಿ ಕಾಮಗಾರಿಗಳನ್ನು ಕೈಗೊಳ್ಳಲು ಅರ್ಹ ಗುತ್ತಿಗೆದಾರರಿಂದ ಇ-ಪ್ರೊಕ್ಯೂರ್‌ಮೆಂಟ್ ಮೂಲಕ ಟೆಂಡರ್‌ಗಳನ್ನು ಆಹ್ವಾನಿಸಲಾಗಿದೆ.: [8, 131, 232, 158]
possession-date: ಸ್ವಾಧೀನ ದಿನಾಂಕ : 25/11/2025: [879, 126, 938, 133]
outstanding-amount: ಬಾಕಿ ಮೊತ್ತ ರೂ. 49,40,000/-: [595, 657, 656, 664]
bda-address: ಟಿ. ಚೌಡಯ್ಯ ರಸ್ತೆ, ಕುಮಾರಪಾರ್ಕ್ ಪಶ್ಚಿಮ, ಬೆಂಗಳೂರು-560 020: [108, 587, 249, 594]
reader-note-line: ಪ್ರತಿಪಾದಿಸಲಾದ ಮತ್ತು, ವಿಷಯ ವಿಚಾರಗಳು ಜಾಹೀರಾತುದಾರರ ಅಭಿಪ್ರಾಯ: [661, 920, 876, 931]
chits-dispute-notice-opponent-5: [474, 24, 588, 782]
nagavara-date: ದಿನಾಂಕ: 16.11.2001: [541, 788, 584, 793]
citybank-loan: ಸಾಲದ ಮೊತ್ತ: ರೂ. 10,00,000/- (LTLEMI : 0033 & 0092): [474, 1183, 595, 1190]
swarna-address: ನಂ. 2229, 23ನೇ ಕ್ರಾಸ್, ಬನಶಂಕರಿ 2ನೇ ಹಂತ, ಬೆಂಗಳೂರು-560070: [652, 52, 937, 63]
citybank-loan: ಸಾಲದ ಮೊತ್ತ: ರೂ. 20,00,000/-: [7, 1245, 69, 1251]
table-row: [9, 675, 349, 684]
registration-dot: [842, 1470, 851, 1479]
dispute-notice-title: NOTICE OF CONDITIONAL ATTACHMENT OF IMMOVABLE PROPERTY OF OPPONENT NO:3 BY PAPER PUBLICATION: [362, 152, 466, 177]
swarna-phone: ದೂರವಾಣಿ ಸಂಖ್ಯೆ: 080-26762629/30, 41122816: [652, 68, 937, 79]
nelamangala-title: ನಗರಸಭಾ ಕಾರ್ಯಾಲಯ, ನೆಲಮಂಗಲ: [4, 25, 236, 43]
court-heading: IN THE COURT OF THE XXXVIII ADDL. CITY CIVIL JUDGE AT BANGALORE O.S No. 2839 /2025 (CCH-39): [246, 28, 348, 48]
citybank-entry: [4, 1238, 469, 1320]
citybank-auction-date: ಹರಾಜು ದಿನಾಂಕ: 13.01.2026: [408, 1332, 466, 1339]
table-header: ವಿಸ್ತೀರ್ಣ: [187, 638, 229, 647]
registration-dot: [626, 1470, 635, 1479]
masthead: [0, 0, 945, 20]
swarna-intro: ಭದ್ರತಾ ಹಿತಾಸಕ್ತಿ (ಜಾರಿ) ನಿಯಮಗಳು 2002 ರ ನಿಯಮ 3 ರೊಂದಿಗೆ ಓದಲಾದ ಕಲಂ 13(12) ರ ಅಡಿಯಲ್ಲಿ ನೀಡಲಾದ ಅಧಿಕಾರಗಳನ್ನು ಚಲಾಯಿಸಿ, ಕೆಳಕಂಡ ಸಾಲಗಾರರಿಗೆ ಡಿಮ್ಯಾಂಡ್ ನೋಟಿಸ್ ಜಾರಿಗೊಳಿಸಲಾಗಿದ್ದು, ಸಾಲಗಾರರು ಮೊತ್ತವನ್ನು ಮರುಪಾವತಿಸಲು ವಿಫಲರಾಗಿರುವುದರಿಂದ ಈ ಕೆಳಗೆ ವಿವರಿಸಿರುವ ಆಸ್ತಿಯ ಸ್ವಾಧೀನವನ್ನು ತೆಗೆದುಕೊಂಡಿದ್ದಾರೆ.: [596, 105, 937, 118]
bda-ref: ಸಂ: ಬೆಂಅಪ್ರಾ/ಭೂಸ್ವಾ/CLU-306/3267/2025-26 ದಿನಾಂಕ: 28.11.2025: [4, 596, 353, 606]
swarna-title: ಸ್ವರ್ಣಭಾರತಿ ಸಹಕಾರ ಬ್ಯಾಂಕ್ ನಿ.,: [703, 27, 886, 46]
dispute-schedule: All that piece and parcel of the Immovable Property bearing Site No: 1/A, Assessment No: 21 & 2/2, Situated at Thammenahalli Village, Dasanapura Hobli, Bangalore North Taluk, Measuring East to West 13.41 Meters (44 Feet) and North to South 9.14 Meters (30 Feet) in total 122.62 Square Meters (1320 Sq. Feet) Bounded on the EAST BY : Masthappa's Property, WEST BY : House No.1, NORTH BY : 20 Feet Road, SOUTH BY : Private Property. Given Under my hand and seal on 27/11/2025.: [479, 377, 583, 452]
swarna-entry: [592, 270, 941, 475]
bagepalli-court-notice-760: [121, 276, 237, 546]
nelamangala-table: [8, 100, 232, 119]
citybank-entry-desc: ಸೆಕ್ಯುರಿಟೈಸೇಷನ್ ಅಂಡ್ ರಿಕನ್‌ಸ್ಟ್ರಕ್ಷನ್ ಆಫ್ ಫೈನಾನ್ಷಿಯಲ್ ಅಸೆಟ್ಸ್ ಅಂಡ್ ಎನ್‌ಫೋರ್ಸ್‌ಮೆಂಟ್ ಆಫ್ ಸೆಕ್ಯುರಿಟಿ ಇಂಟರೆಸ್ಟ್ ಕಾಯ್ದೆ 2002 ರ ಅಡಿಯಲ್ಲಿ ಕೆಳಕಂಡ ಆಸ್ತಿಗಳನ್ನು 'ಎಲ್ಲಿದೆಯೋ ಹಾಗೆ, ಏನಿದೆಯೋ ಹಾಗೆ' ಆಧಾರದಲ್ಲಿ ಸಾರ್ವಜನಿಕ ಹರಾಜಿನ ಮೂಲಕ ಮಾರಾಟ ಮಾಡಲಾಗುವುದು. ಹರಾಜಿನಲ್ಲಿ ಭಾಗವಹಿಸಲು ಇಚ್ಛಿಸುವವರು ಆಧಾರ ಬೆಲೆಯ ಶೇ. 10 ರಷ್ಟು ಇಎಂಡಿ ಮೊತ್ತವನ್ನು ಡಿಡಿ ಮೂಲಕ ಬ್ಯಾಂಕಿಗೆ ಸಲ್ಲಿಸಬೇಕು. ಯಶಸ್ವಿ ಬಿಡ್‌ದಾರರು ಬಿಡ್ ಮೊತ್ತದ ಶೇ. 25 ರಷ್ಟನ್ನು ತಕ್ಷಣ ಹಾಗೂ ಉಳಿದ ಮೊತ್ತವನ್ನು 15 ದಿನಗಳೊಳಗೆ ಪಾವತಿಸಬೇಕು. ಸೆಕ್ಯುರಿಟೈಸೇಷನ್ ಅಂಡ್ ರಿಕನ್‌ಸ್ಟ್ರಕ್ಷನ್ ಆಫ್ ಫೈನಾನ್ಷಿಯಲ್ ಅಸೆಟ್ಸ್ ಅಂಡ್ ಎನ್‌ಫೋರ್ಸ್‌ಮೆಂಟ್ ಆಫ್ ಸೆಕ್ಯುರಿಟಿ ಇಂಟರೆಸ್ಟ್ ಕಾಯ್ದೆ 2002 ರ ಅಡಿಯಲ್ಲಿ ಕೆಳಕಂಡ ಆಸ್ತಿಗಳನ್ನು 'ಎಲ್ಲಿದೆಯೋ ಹಾಗೆ, ಏನಿದೆಯೋ ಹಾಗೆ' ಆಧಾರದಲ್ಲಿ ಸಾರ್ವಜನಿಕ ಹರಾಜಿನ ಮೂಲಕ ಮಾರಾಟ ಮಾಡಲಾಗುವುದು.: [474, 1295, 939, 1313]
dispute-sign: VATSALA BAL.,LLB. Nominee of Deputy Registrar of Chits, I Zone, Bengaluru. ADVOCATE FOR DISPUTANT: K. R. DINAKAR, ADVOCATE #66, 4th Cross, Ashok Nagar, Near: N. R. Colony, BENGALURU - 560050. Mobile No.9448539699.: [481, 455, 581, 499]
citybank-sign: ಸಹಿ/- ಅಧಿಕೃತ ಅಧಿಕಾರಿ, ದಿ ಬೆಂಗಳೂರು ಸಿಟಿ ಕೋ-ಆಪರೇಟಿವ್ ಬ್ಯಾಂಕ್ ಲಿ.: [743, 1384, 877, 1391]
citybank-entry-head: 03) ಸಾಲಗಾರರ ಹೆಸರು: ಶ್ರೀ ಎಂ. ಮಂಜುನಾಥ್ ಬಿನ್ ಮುನಿಯಪ್ಪ, ಹೊಸಕೆರೆಹಳ್ಳಿ, ಬೆಂಗಳೂರು: [7, 1239, 162, 1246]
advertisement-contact-box: [240, 463, 354, 546]
citybank-entry-desc: ಸೆಕ್ಯುರಿಟೈಸೇಷನ್ ಅಂಡ್ ರಿಕನ್‌ಸ್ಟ್ರಕ್ಷನ್ ಆಫ್ ಫೈನಾನ್ಷಿಯಲ್ ಅಸೆಟ್ಸ್ ಅಂಡ್ ಎನ್‌ಫೋರ್ಸ್‌ಮೆಂಟ್ ಆಫ್ ಸೆಕ್ಯುರಿಟಿ ಇಂಟರೆಸ್ಟ್ ಕಾಯ್ದೆ 2002 ರ ಅಡಿಯಲ್ಲಿ ಕೆಳಕಂಡ ಆಸ್ತಿಗಳನ್ನು 'ಎಲ್ಲಿದೆಯೋ ಹಾಗೆ, ಏನಿದೆಯೋ ಹಾಗೆ' ಆಧಾರದಲ್ಲಿ ಸಾರ್ವಜನಿಕ ಹರಾಜಿನ ಮೂಲಕ ಮಾರಾಟ ಮಾಡಲಾಗುವುದು. ಹರಾಜಿನಲ್ಲಿ ಭಾಗವಹಿಸಲು ಇಚ್ಛಿಸುವವರು ಆಧಾರ ಬೆಲೆಯ ಶೇ. 10 ರಷ್ಟು ಇಎಂಡಿ ಮೊತ್ತವನ್ನು ಡಿಡಿ ಮೂಲಕ ಬ್ಯಾಂಕಿಗೆ ಸಲ್ಲಿಸಬೇಕು. ಯಶಸ್ವಿ ಬಿಡ್‌ದಾರರು ಬಿಡ್ ಮೊತ್ತದ ಶೇ. 25 ರಷ್ಟನ್ನು ತಕ್ಷಣ ಹಾಗೂ ಉಳಿದ ಮೊತ್ತವನ್ನು 15 ದಿನಗಳೊಳಗೆ ಪಾವತಿಸಬೇಕು. ಸೆಕ್ಯುರಿಟೈಸೇಷನ್ ಅಂಡ್ ರಿಕನ್‌ಸ್ಟ್ರಕ್ಷನ್ ಆಫ್ ಫೈನಾನ್ಷಿಯಲ್ ಅಸೆಟ್ಸ್ ಅಂಡ್ ಎನ್‌ಫೋರ್ಸ್‌ಮೆಂಟ್ ಆಫ್ ಸೆಕ್ಯುರಿಟಿ ಇಂಟರೆಸ್ಟ್ ಕಾಯ್ದೆ 2002 ರ ಅಡಿಯಲ್ಲಿ ಕೆಳಕಂಡ ಆಸ್ತಿಗಳನ್ನು 'ಎಲ್ಲಿದೆಯೋ ಹಾಗೆ, ಏನಿದೆಯೋ ಹಾಗೆ' ಆಧಾರದಲ್ಲಿ ಸಾರ್ವಜನಿಕ ಹರಾಜಿನ ಮೂಲಕ ಮಾರಾಟ ಮಾಡಲಾಗುವುದು. ಹರಾಜಿನಲ್ಲಿ ಭಾಗವಹಿಸಲು ಇಚ್ಛಿಸುವವರು ಆಧಾರ ಬೆಲೆಯ ಶೇ. 10 ರಷ್ಟು ಇಎಂಡಿ ಮೊತ್ತವನ್ನು ಡಿಡಿ ಮೂಲಕ ಬ್ಯಾಂಕಿಗೆ ಸಲ್ಲಿಸಬೇಕು. ಯಶಸ್ವಿ ಬಿಡ್‌ದಾರರು ಬಿಡ್ ಮೊತ್ತದ ಶೇ. 25 ರಷ್ಟನ್ನು ತಕ್ಷಣ ಹಾಗೂ ಉಳಿದ ಮೊತ್ತವನ್ನು 15 ದಿನಗಳೊಳಗೆ ಪಾವತಿಸಬೇಕು.: [474, 1195, 939, 1219]
swarna-footer: [592, 880, 941, 891]
court-sub: PAPER PUBLICATION: [36, 336, 86, 342]
bda-title: ಬೆಂಗಳೂರು ಅಭಿವೃದ್ಧಿ ಪ್ರಾಧಿಕಾರ: [113, 556, 280, 575]
edition-date: ಬೆಂಗಳೂರು | ಭಾನುವಾರ, 30 ನವೆಂಬರ್ 2025: [4, 4, 158, 14]
paper-name: ಹೊಸದಿಗಂತ 00: [888, 4, 941, 14]
survey-area: 1-00: [187, 647, 229, 657]
swarna-entry-desc: ಆಸ್ತಿಯ ವಿವರ: 'M.V.SNEHA ENCLAVE' ಅಪಾರ್ಟ್‌ಮೆಂಟ್‌ನ ಫ್ಲಾಟ್ ಹಾಗೂ ಅವಿಭಜಿತ ಭೂಮಿಯ ಹಕ್ಕು. ಭದ್ರತಾ ಹಿತಾಸಕ್ತಿ (ಜಾರಿ) ನಿಯಮಗಳು 2002 ರ ನಿಯಮ 3 ರೊಂದಿಗೆ ಓದಲಾದ ಕಲಂ 13(12) ರ ಅಡಿಯಲ್ಲಿ ನೀಡಲಾದ ಅಧಿಕಾರಗಳನ್ನು ಚಲಾಯಿಸಿ, ಕೆಳಕಂಡ ಸಾಲಗಾರರಿಗೆ ಡಿಮ್ಯಾಂಡ್ ನೋಟಿಸ್ ಜಾರಿಗೊಳಿಸಲಾಗಿದ್ದು, ಸಾಲಗಾರರು ಮೊತ್ತವನ್ನು ಮರುಪಾವತಿಸಲು ವಿಫಲರಾಗಿರುವುದರಿಂದ ಈ ಕೆಳಗೆ ವಿವರಿಸಿರುವ ಆಸ್ತಿಯ ಸ್ವಾಧೀನವನ್ನು ತೆಗೆದುಕೊಂಡಿದ್ದಾರೆ. ಭದ್ರತಾ ಹಿತಾಸಕ್ತಿ (ಜಾರಿ) ನಿಯಮಗಳು 2002 ರ ನಿಯಮ 3 ರೊಂದಿಗೆ ಓದಲಾದ ಕಲಂ 13(12) ರ ಅಡಿಯಲ್ಲಿ ನೀಡಲಾದ ಅಧಿಕಾರಗಳನ್ನು ಚಲಾಯಿಸಿ, ಕೆಳಕಂಡ ಸಾಲಗಾರರಿಗೆ ಡಿಮ್ಯಾಂಡ್ ನೋಟಿಸ್ ಜಾರಿಗೊಳಿಸಲಾಗಿದ್ದು, ಸಾಲಗಾರರು ಮೊತ್ತವನ್ನು ಮರುಪಾವತಿಸಲು ವಿಫಲರಾಗಿರುವುದರಿಂದ ಈ ಕೆಳಗೆ ವಿವರಿಸಿರುವ ಆಸ್ತಿಯ ಸ್ವಾಧೀನವನ್ನು ತೆಗೆದುಕೊಂಡಿದ್ದಾರೆ. ಭದ್ರತಾ ಹಿತಾಸಕ್ತಿ (ಜಾರಿ) ನಿಯಮಗಳು 2002 ರ ನಿಯಮ 3 ರೊಂದಿಗೆ ಓದಲಾದ ಕಲಂ 13(12) ರ ಅಡಿಯಲ್ಲಿ ನೀಡಲಾದ ಅಧಿಕಾರಗಳನ್ನು ಚಲಾಯಿಸಿ, ಕೆಳಕಂಡ ಸಾಲಗಾರರಿಗೆ ಡಿಮ್ಯಾಂಡ್ ನೋಟಿಸ್ ಜಾರಿಗೊಳಿಸಲಾಗಿದ್ದು, ಸಾಲಗಾರರು ಮೊತ್ತವನ್ನು ಮರುಪಾವತಿಸಲು ವಿಫಲರಾಗಿರುವುದರಿಂದ ಈ ಕೆಳಗೆ ವಿವರಿಸಿರುವ ಆಸ್ತಿಯ ಸ್ವಾಧೀನವನ್ನು ತೆಗೆದುಕೊಂಡಿದ್ದಾರೆ. ಭದ್ರತಾ ಹಿತಾಸಕ್ತಿ (ಜಾರಿ) ನಿಯಮಗಳು 2002 ರ ನಿಯಮ 3 ರೊಂದಿಗೆ ಓದಲಾದ ಕಲಂ 13(12) ರ ಅಡಿಯಲ್ಲಿ ನೀಡಲಾದ ಅಧಿಕಾರಗಳನ್ನು ಚಲಾಯಿಸಿ, ಕೆಳಕಂಡ ಸಾಲಗಾರರಿಗೆ ಡಿಮ್ಯಾಂಡ್ ನೋಟಿಸ್ ಜಾರಿಗೊಳಿಸಲಾಗಿದ್ದು, ಸಾಲಗಾರರು ಮೊತ್ತವನ್ನು ಮರುಪಾವತಿಸಲು ವಿಫಲರಾಗಿರುವುದರಿಂದ ಈ ಕೆಳಗೆ ವಿವರಿಸಿರುವ ಆಸ್ತಿಯ ಸ್ವಾಧೀನವನ್ನು ತೆಗೆದುಕೊಂಡಿದ್ದಾರೆ.: [595, 663, 939, 710]
possession-date: ಸ್ವಾಧೀನ ದಿನಾಂಕ : 28/11/2025: [879, 651, 938, 658]
citybank-title: ದಿ ಬೆಂಗಳೂರು ಸಿಟಿ ಕೋ-ಆಪರೇಟಿವ್ ಬ್ಯಾಂಕ್ ಲಿಮಿಟೆಡ್: [46, 981, 465, 998]
bda-header: [4, 551, 353, 585]
chits-dispute-notice-opponent-3: [357, 24, 471, 782]
bda-emblem-icon: [10, 554, 38, 582]
court-respondent: -VS- Respondent : The Registrar birth and death office of the Tahsildar Bagepalli Taluk, Bagepalli.: [126, 325, 232, 336]
survey-area: 0-20: [187, 656, 229, 666]
nagavara-sign: ಸಹಿ/- ಅಧ್ಯಕ್ಷರು / ಕಾರ್ಯದರ್ಶಿ, ನಾಗವಾರ ಬಳಕೆದಾರರ ಸಹಕಾರ ಸಂಘ ನಿ.: [453, 945, 576, 952]
citybank-entry-head: 04) ಸಾಲಗಾರರ ಹೆಸರು: ಶ್ರೀ ಎಸ್. ಪ್ರಕಾಶ್ ಬಿನ್ ಶಿವಣ್ಣ, ಚಾಮರಾಜಪೇಟೆ, ಬೆಂಗಳೂರು: [7, 1321, 151, 1328]
citybank-loan: ಸಾಲದ ಮೊತ್ತ: ರೂ. 15,00,000/- (LTL EMI : 109): [474, 1283, 574, 1290]
nelamangala-sign-right: ಸಹಿ/- ಪೌರಾಯುಕ್ತರು ನಗರಸಭೆ ನೆಲಮಂಗಲ: [149, 207, 225, 214]
citybank-entry-desc: ಸೆಕ್ಯುರಿಟೈಸೇಷನ್ ಅಂಡ್ ರಿಕನ್‌ಸ್ಟ್ರಕ್ಷನ್ ಆಫ್ ಫೈನಾನ್ಷಿಯಲ್ ಅಸೆಟ್ಸ್ ಅಂಡ್ ಎನ್‌ಫೋರ್ಸ್‌ಮೆಂಟ್ ಆಫ್ ಸೆಕ್ಯುರಿಟಿ ಇಂಟರೆಸ್ಟ್ ಕಾಯ್ದೆ 2002 ರ ಅಡಿಯಲ್ಲಿ ಕೆಳಕಂಡ ಆಸ್ತಿಗಳನ್ನು 'ಎಲ್ಲಿದೆಯೋ ಹಾಗೆ, ಏನಿದೆಯೋ ಹಾಗೆ' ಆಧಾರದಲ್ಲಿ ಸಾರ್ವಜನಿಕ ಹರಾಜಿನ ಮೂಲಕ ಮಾರಾಟ ಮಾಡಲಾಗುವುದು. ಹರಾಜಿನಲ್ಲಿ ಭಾಗವಹಿಸಲು ಇಚ್ಛಿಸುವವರು ಆಧಾರ ಬೆಲೆಯ ಶೇ. 10 ರಷ್ಟು ಇಎಂಡಿ ಮೊತ್ತವನ್ನು ಡಿಡಿ ಮೂಲಕ ಬ್ಯಾಂಕಿಗೆ ಸಲ್ಲಿಸಬೇಕು. ಯಶಸ್ವಿ ಬಿಡ್‌ದಾರರು ಬಿಡ್ ಮೊತ್ತದ ಶೇ. 25 ರಷ್ಟನ್ನು ತಕ್ಷಣ ಹಾಗೂ ಉಳಿದ ಮೊತ್ತವನ್ನು 15 ದಿನಗಳೊಳಗೆ ಪಾವತಿಸಬೇಕು. ಸೆಕ್ಯುರಿಟೈಸೇಷನ್ ಅಂಡ್ ರಿಕನ್‌ಸ್ಟ್ರಕ್ಷನ್ ಆಫ್ ಫೈನಾನ್ಷಿಯಲ್ ಅಸೆಟ್ಸ್ ಅಂಡ್ ಎನ್‌ಫೋರ್ಸ್‌ಮೆಂಟ್ ಆಫ್ ಸೆಕ್ಯುರಿಟಿ ಇಂಟರೆಸ್ಟ್ ಕಾಯ್ದೆ 2002 ರ ಅಡಿಯಲ್ಲಿ ಕೆಳಕಂಡ ಆಸ್ತಿಗಳನ್ನು 'ಎಲ್ಲಿದೆಯೋ ಹಾಗೆ, ಏನಿದೆಯೋ ಹಾಗೆ' ಆಧಾರದಲ್ಲಿ ಸಾರ್ವಜನಿಕ ಹರಾಜಿನ ಮೂಲಕ ಮಾರಾಟ ಮಾಡಲಾಗುವುದು. ಹರಾಜಿನಲ್ಲಿ ಭಾಗವಹಿಸಲು ಇಚ್ಛಿಸುವವರು ಆಧಾರ ಬೆಲೆಯ ಶೇ. 10 ರಷ್ಟು ಇಎಂಡಿ ಮೊತ್ತವನ್ನು ಡಿಡಿ ಮೂಲಕ ಬ್ಯಾಂಕಿಗೆ ಸಲ್ಲಿಸಬೇಕು. ಯಶಸ್ವಿ ಬಿಡ್‌ದಾರರು ಬಿಡ್ ಮೊತ್ತದ ಶೇ. 25 ರಷ್ಟನ್ನು ತಕ್ಷಣ ಹಾಗೂ ಉಳಿದ ಮೊತ್ತವನ್ನು 15 ದಿನಗಳೊಳಗೆ ಪಾವತಿಸಬೇಕು.: [474, 1095, 939, 1119]
citybank-reserve: ಆಧಾರ ಬೆಲೆ: ರೂ. 10,09,665/-: [474, 1189, 538, 1196]
citybank-notice-title: ಹರಾಜು ನೋಟಿಸ್: [212, 1037, 261, 1046]
demand-date: ಡಿಮ್ಯಾಂಡ್ ನೋಟಿಸ್ ದಿನಾಂಕ : 10/09/2025: [595, 126, 675, 133]
nagavara-body: ಸಂಘದ ಸದಸ್ಯರಿಗೆ ಈ ಮೂಲಕ ತಿಳಿಸುವುದೇನೆಂದರೆ, ಸಂಘದ ವಾರ್ಷಿಕ ಸರ್ವಸದಸ್ಯರ ಸಭೆಯನ್ನು 10.12.2025 ರಂದು ಬೆಳಿಗ್ಗೆ 11.00 ಗಂಟೆಗೆ ಸಂಘದ ಕಚೇರಿಯಲ್ಲಿ ಕರೆಯಲಾಗಿದ್ದು, ಎಲ್ಲಾ ಸದಸ್ಯರು ತಪ್ಪದೇ ಹಾಜರಾಗಬೇಕಾಗಿ ಕೋರಲಾಗಿದೆ. ಸಂಘದ ಸದಸ್ಯರಿಗೆ ಈ ಮೂಲಕ ತಿಳಿಸುವುದೇನೆಂದರೆ, ಸಂಘದ ವಾರ್ಷಿಕ ಸರ್ವಸದಸ್ಯರ ಸಭೆಯನ್ನು 10.12.2025 ರಂದು ಬೆಳಿಗ್ಗೆ 11.00 ಗಂಟೆಗೆ ಸಂಘದ ಕಚೇರಿಯಲ್ಲಿ ಕರೆಯಲಾಗಿದ್ದು, ಎಲ್ಲಾ ಸದಸ್ಯರು ತಪ್ಪದೇ ಹಾಜರಾಗಬೇಕಾಗಿ ಕೋರಲಾಗಿದೆ. ಸಂಘದ ಸದಸ್ಯರಿಗೆ ಈ ಮೂಲಕ ತಿಳಿಸುವುದೇನೆಂದರೆ, ಸಂಘದ ವಾರ್ಷಿಕ ಸರ್ವಸದಸ್ಯರ ಸಭೆಯನ್ನು 10.12.2025 ರಂದು ಬೆಳಿಗ್ಗೆ 11.00 ಗಂಟೆಗೆ ಸಂಘದ ಕಚೇರಿಯಲ್ಲಿ ಕರೆಯಲಾಗಿದ್ದು, ಎಲ್ಲಾ ಸದಸ್ಯರು ತಪ್ಪದೇ ಹಾಜರಾಗಬೇಕಾಗಿ ಕೋರಲಾಗಿದೆ. ಸಂಘದ ಸದಸ್ಯರಿಗೆ ಈ ಮೂಲಕ ತಿಳಿಸುವುದೇನೆಂದರೆ, ಸಂಘದ ವಾರ್ಷಿಕ ಸರ್ವಸದಸ್ಯರ ಸಭೆಯನ್ನು 10.12.2025 ರಂದು ಬೆಳಿಗ್ಗೆ 11.00 ಗಂಟೆಗೆ ಸಂಘದ ಕಚೇರಿಯಲ್ಲಿ ಕರೆಯಲಾಗಿದ್ದು, ಎಲ್ಲಾ ಸದಸ್ಯರು ತಪ್ಪದೇ ಹಾಜರಾಗಬೇಕಾಗಿ ಕೋರಲಾಗಿದೆ.: [362, 829, 583, 871]
table-header: ಅರ್ಜಿದಾರರ ಹೆಸರು: [9, 638, 111, 647]
citybank-reserve: ಆಧಾರ ಬೆಲೆ: ರೂ. 9,54,434/-: [474, 988, 535, 995]
nelamangala-body: ನೆಲಮಂಗಲ ನಗರಸಭೆ ವ್ಯಾಪ್ತಿಯಲ್ಲಿ ಕಾಮಗಾರಿಗಳನ್ನು ಕೈಗೊಳ್ಳಲು ಅರ್ಹ ಗುತ್ತಿಗೆದಾರರಿಂದ ಇ-ಪ್ರೊಕ್ಯೂರ್‌ಮೆಂಟ್ ಮೂಲಕ ಟೆಂಡರ್‌ಗಳನ್ನು ಆಹ್ವಾನಿಸಲಾಗಿದೆ.: [8, 84, 232, 97]
citybank-auction-date: ಹರಾಜು ದಿನಾಂಕ: 09.03.2022: [880, 1189, 938, 1196]
court-heading: IN THE COURT OF THE HON'BLE CIVIL JUDGE AND JMFC AT BAGEPALLI. Crl. MIS.No.: 759/2025.: [14, 280, 108, 298]
table-header: ಗ್ರಾಮ/ಹೋಬಳಿ: [111, 638, 165, 647]
swarna-entry-head: 3. ಸಾಲಗಾರರು: ಶ್ರೀ ಪ್ರಸನ್ನ ಕುಮಾರ್ ಹಾಗೂ ಇತರರು: [595, 475, 683, 482]
swarna-entry: [592, 475, 941, 645]
table-header: ಕ್ರ.ಸಂ: [9, 100, 26, 109]
citybank-phone: ದೂರವಾಣಿ : 26678572 : 26600512 : 26609066 ಫ್ಯಾಕ್ಸ್ : (080) 26617980: [138, 1012, 373, 1020]
bangalore-city-coop-bank-auction-notice: [3, 976, 942, 1466]
citybank-reserve: ಆಧಾರ ಬೆಲೆ: ರೂ. 45,00,000/-: [7, 1250, 71, 1257]
dispute-heading: BEFORE THE NOMINEE OF DEPUTY REGISTRAR OF CHITS, I ZONE, MARGOSA ROAD, MALLESWARAM, AT BENGALURU: [482, 28, 580, 55]
registration-dot: [830, 1470, 839, 1479]
registration-dot: [866, 1470, 875, 1479]
dispute-number: DISPUTE No: DRB-1 ZONE/ CHITS/14/2025-2026: [494, 56, 568, 70]
dispute-opponents: OPPONENTS: Mrs. KAMALA & OTHERS OPPONENT NO:3 Mrs. SUMITHRA W/o U C Shivanna Major, Prop: Bajarangi Traders, No.51, Shanthinagar, Acharya College Road, Chikkabanavara, BENGALURU-560107.: [362, 117, 466, 149]
court-petitioner: Petitioner : Smt. Narasamma, W/o Venkataravanappa, Aged about 45 years, R/at Thimmalakapalli village, Paragodu Post, Kasaba Hobli, Bagepalli Taluk, Chikkaballapur District.: [8, 300, 114, 323]
nagavara-title: ನಾಗವಾರ ಬಳಕೆದಾರರ ಸಹಕಾರ ಸಂಘ ನಿಯಮಿತ: [358, 795, 587, 810]
citybank-place: ಸ್ಥಳ : ಬೆಂಗಳೂರು: [475, 1391, 507, 1398]
registration-dot: [356, 1470, 365, 1479]
registration-dots: [70, 1470, 118, 1481]
bda-applicant: ಶ್ರೀ ವಿ. ಎಸ್. ನಾರಾಯಣ, ಶ್ರೀ ವಿ.ಎಸ್.ಸತೀಶ್ ಮತ್ತು ಇತರರು, ನಂ.1082, 16ನೇ ಕ್ರಾಸ್, 29ನೇ ಮುಖ್ಯರಸ್ತೆ, ಮಡಿವಾಳ ಲೇಔಟ್, ಬೆಂಗಳೂರು-560076: [9, 647, 111, 676]
citybank-reserve: ಆಧಾರ ಬೆಲೆ: ರೂ. 30,00,000/-: [7, 1332, 71, 1339]
swarna-entry-desc: ಆಸ್ತಿಯ ವಿವರ: 'M.V.SNEHA ENCLAVE' ಅಪಾರ್ಟ್‌ಮೆಂಟ್‌ನ ಫ್ಲಾಟ್ ಹಾಗೂ ಅವಿಭಜಿತ ಭೂಮಿಯ ಹಕ್ಕು. ಭದ್ರತಾ ಹಿತಾಸಕ್ತಿ (ಜಾರಿ) ನಿಯಮಗಳು 2002 ರ ನಿಯಮ 3 ರೊಂದಿಗೆ ಓದಲಾದ ಕಲಂ 13(12) ರ ಅಡಿಯಲ್ಲಿ ನೀಡಲಾದ ಅಧಿಕಾರಗಳನ್ನು ಚಲಾಯಿಸಿ, ಕೆಳಕಂಡ ಸಾಲಗಾರರಿಗೆ ಡಿಮ್ಯಾಂಡ್ ನೋಟಿಸ್ ಜಾರಿಗೊಳಿಸಲಾಗಿದ್ದು, ಸಾಲಗಾರರು ಮೊತ್ತವನ್ನು ಮರುಪಾವತಿಸಲು ವಿಫಲರಾಗಿರುವುದರಿಂದ ಈ ಕೆಳಗೆ ವಿವರಿಸಿರುವ ಆಸ್ತಿಯ ಸ್ವಾಧೀನವನ್ನು ತೆಗೆದುಕೊಂಡಿದ್ದಾರೆ. ಭದ್ರತಾ ಹಿತಾಸಕ್ತಿ (ಜಾರಿ) ನಿಯಮಗಳು 2002 ರ ನಿಯಮ 3 ರೊಂದಿಗೆ ಓದಲಾದ ಕಲಂ 13(12) ರ ಅಡಿಯಲ್ಲಿ ನೀಡಲಾದ ಅಧಿಕಾರಗಳನ್ನು ಚಲಾಯಿಸಿ, ಕೆಳಕಂಡ ಸಾಲಗಾರರಿಗೆ ಡಿಮ್ಯಾಂಡ್ ನೋಟಿಸ್ ಜಾರಿಗೊಳಿಸಲಾಗಿದ್ದು, ಸಾಲಗಾರರು ಮೊತ್ತವನ್ನು ಮರುಪಾವತಿಸಲು ವಿಫಲರಾಗಿರುವುದರಿಂದ ಈ ಕೆಳಗೆ ವಿವರಿಸಿರುವ ಆಸ್ತಿಯ ಸ್ವಾಧೀನವನ್ನು ತೆಗೆದುಕೊಂಡಿದ್ದಾರೆ. ಭದ್ರತಾ ಹಿತಾಸಕ್ತಿ (ಜಾರಿ) ನಿಯಮಗಳು 2002 ರ ನಿಯಮ 3 ರೊಂದಿಗೆ ಓದಲಾದ ಕಲಂ 13(12) ರ ಅಡಿಯಲ್ಲಿ ನೀಡಲಾದ ಅಧಿಕಾರಗಳನ್ನು ಚಲಾಯಿಸಿ, ಕೆಳಕಂಡ ಸಾಲಗಾರರಿಗೆ ಡಿಮ್ಯಾಂಡ್ ನೋಟಿಸ್ ಜಾರಿಗೊಳಿಸಲಾಗಿದ್ದು, ಸಾಲಗಾರರು ಮೊತ್ತವನ್ನು ಮರುಪಾವತಿಸಲು ವಿಫಲರಾಗಿರುವುದರಿಂದ ಈ ಕೆಳಗೆ ವಿವರಿಸಿರುವ ಆಸ್ತಿಯ ಸ್ವಾಧೀನವನ್ನು ತೆಗೆದುಕೊಂಡಿದ್ದಾರೆ. ಭದ್ರತಾ ಹಿತಾಸಕ್ತಿ (ಜಾರಿ) ನಿಯಮಗಳು 2002 ರ ನಿಯಮ 3 ರೊಂದಿಗೆ ಓದಲಾದ ಕಲಂ 13(12) ರ ಅಡಿಯಲ್ಲಿ ನೀಡಲಾದ ಅಧಿಕಾರಗಳನ್ನು ಚಲಾಯಿಸಿ, ಕೆಳಕಂಡ ಸಾಲಗಾರರಿಗೆ ಡಿಮ್ಯಾಂಡ್ ನೋಟಿಸ್ ಜಾರಿಗೊಳಿಸಲಾಗಿದ್ದು, ಸಾಲಗಾರರು ಮೊತ್ತವನ್ನು ಮರುಪಾವತಿಸಲು ವಿಫಲರಾಗಿರುವುದರಿಂದ ಈ ಕೆಳಗೆ ವಿವರಿಸಿರುವ ಆಸ್ತಿಯ ಸ್ವಾಧೀನವನ್ನು ತೆಗೆದುಕೊಂಡಿದ್ದಾರೆ. ಭದ್ರತಾ ಹಿತಾಸಕ್ತಿ (ಜಾರಿ) ನಿಯಮಗಳು 2002 ರ ನಿಯಮ 3 ರೊಂದಿಗೆ ಓದಲಾದ ಕಲಂ 13(12) ರ ಅಡಿಯಲ್ಲಿ ನೀಡಲಾದ ಅಧಿಕಾರಗಳನ್ನು ಚಲಾಯಿಸಿ, ಕೆಳಕಂಡ ಸಾಲಗಾರರಿಗೆ ಡಿಮ್ಯಾಂಡ್ ನೋಟಿಸ್ ಜಾರಿಗೊಳಿಸಲಾಗಿದ್ದು, ಸಾಲಗಾರರು ಮೊತ್ತವನ್ನು ಮರುಪಾವತಿಸಲು ವಿಫಲರಾಗಿರುವುದರಿಂದ ಈ ಕೆಳಗೆ ವಿವರಿಸಿರುವ ಆಸ್ತಿಯ ಸ್ವಾಧೀನವನ್ನು ತೆಗೆದುಕೊಂಡಿದ್ದಾರೆ.: [595, 288, 939, 341]
dispute-number: DISPUTE No: DRB-1 ZONE/ CHITS/14/2025-2026: [377, 56, 451, 70]
registration-dot: [332, 1470, 341, 1479]
citybank-entry: [471, 1277, 941, 1373]
swarna-entry: [592, 645, 941, 829]
registration-dot: [344, 1470, 353, 1479]
bda-notice-title: ಪ್ರಕಟಣೆ: [158, 608, 198, 619]
bda-footer: ಸದರಿ ಜಮೀನಿನ ಭೂ ಉಪಯೋಗ ಬದಲಾವಣೆಯ ಬಗ್ಗೆ ಸಾರ್ವಜನಿಕರ ಯಾವುದೇ ಆಕ್ಷೇಪಣೆ/ಸಲಹೆಗಳಿದ್ದಲ್ಲಿ ಆಯುಕ್ತರು, ಬೆಂಗಳೂರು ಅಭಿವೃದ್ಧಿ ಪ್ರಾಧಿಕಾರ ಇವರಿಗೆ ಸಲ್ಲಿಸತಕ್ಕದ್ದು.: [8, 689, 303, 696]
citybank-entry-desc: ಸೆಕ್ಯುರಿಟೈಸೇಷನ್ ಅಂಡ್ ರಿಕನ್‌ಸ್ಟ್ರಕ್ಷನ್ ಆಫ್ ಫೈನಾನ್ಷಿಯಲ್ ಅಸೆಟ್ಸ್ ಅಂಡ್ ಎನ್‌ಫೋರ್ಸ್‌ಮೆಂಟ್ ಆಫ್ ಸೆಕ್ಯುರಿಟಿ ಇಂಟರೆಸ್ಟ್ ಕಾಯ್ದೆ 2002 ರ ಅಡಿಯಲ್ಲಿ ಕೆಳಕಂಡ ಆಸ್ತಿಗಳನ್ನು 'ಎಲ್ಲಿದೆಯೋ ಹಾಗೆ, ಏನಿದೆಯೋ ಹಾಗೆ' ಆಧಾರದಲ್ಲಿ ಸಾರ್ವಜನಿಕ ಹರಾಜಿನ ಮೂಲಕ ಮಾರಾಟ ಮಾಡಲಾಗುವುದು. ಹರಾಜಿನಲ್ಲಿ ಭಾಗವಹಿಸಲು ಇಚ್ಛಿಸುವವರು ಆಧಾರ ಬೆಲೆಯ ಶೇ. 10 ರಷ್ಟು ಇಎಂಡಿ ಮೊತ್ತವನ್ನು ಡಿಡಿ ಮೂಲಕ ಬ್ಯಾಂಕಿಗೆ ಸಲ್ಲಿಸಬೇಕು. ಯಶಸ್ವಿ ಬಿಡ್‌ದಾರರು ಬಿಡ್ ಮೊತ್ತದ ಶೇ. 25 ರಷ್ಟನ್ನು ತಕ್ಷಣ ಹಾಗೂ ಉಳಿದ ಮೊತ್ತವನ್ನು 15 ದಿನಗಳೊಳಗೆ ಪಾವತಿಸಬೇಕು. ಸೆಕ್ಯುರಿಟೈಸೇಷನ್ ಅಂಡ್ ರಿಕನ್‌ಸ್ಟ್ರಕ್ಷನ್ ಆಫ್ ಫೈನಾನ್ಷಿಯಲ್ ಅಸೆಟ್ಸ್ ಅಂಡ್ ಎನ್‌ಫೋರ್ಸ್‌ಮೆಂಟ್ ಆಫ್ ಸೆಕ್ಯುರಿಟಿ ಇಂಟರೆಸ್ಟ್ ಕಾಯ್ದೆ 2002 ರ ಅಡಿಯಲ್ಲಿ ಕೆಳಕಂಡ ಆಸ್ತಿಗಳನ್ನು 'ಎಲ್ಲಿದೆಯೋ ಹಾಗೆ, ಏನಿದೆಯೋ ಹಾಗೆ' ಆಧಾರದಲ್ಲಿ ಸಾರ್ವಜನಿಕ ಹರಾಜಿನ ಮೂಲಕ ಮಾರಾಟ ಮಾಡಲಾಗುವುದು.: [7, 1256, 466, 1275]
zone-to: ವಸತಿ: [299, 647, 349, 676]
bda-sign: ಸಹಿ/- ನಗರ ಯೋಜನಾ ಸದಸ್ಯರು, ಬೆಂಗಳೂರು ಅಭಿವೃದ್ಧಿ ಪ್ರಾಧಿಕಾರ, ಬೆಂಗಳೂರು.: [205, 941, 349, 948]
